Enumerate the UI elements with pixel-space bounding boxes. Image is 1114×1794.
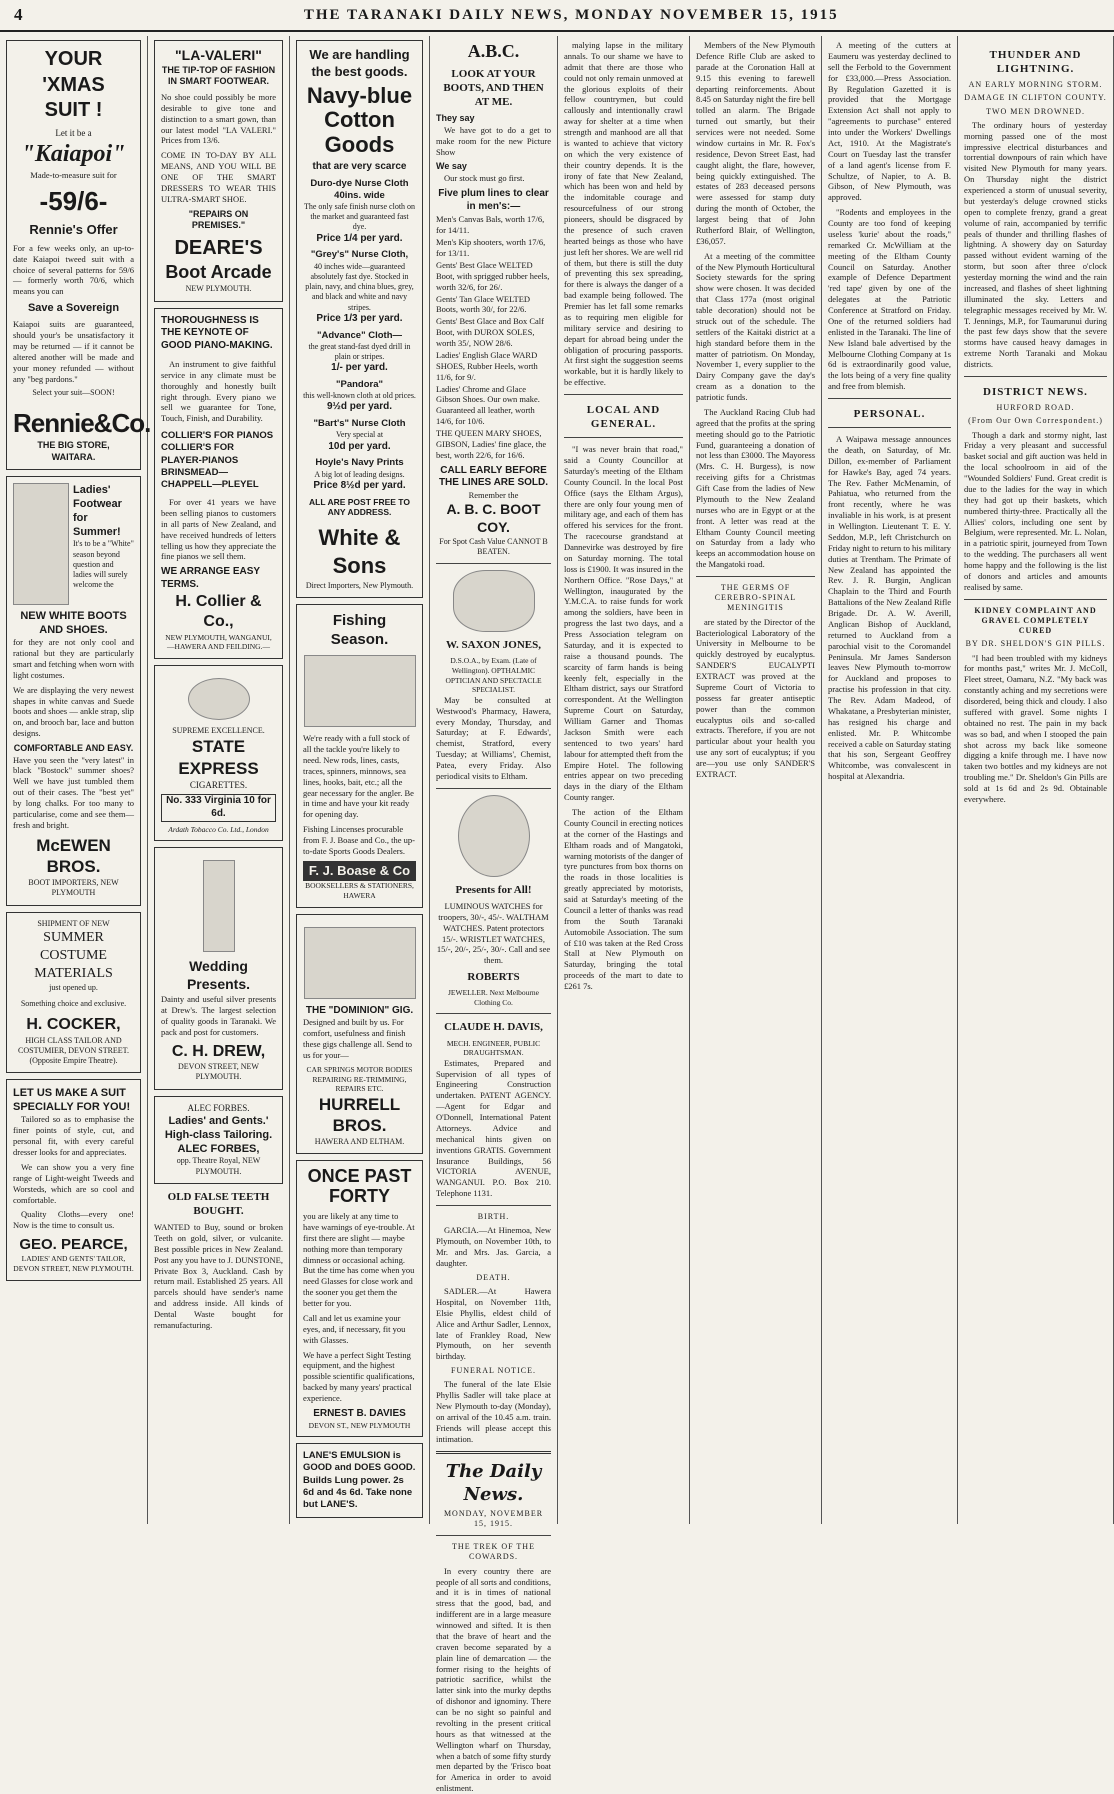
ad-subheading: CALL EARLY BEFORE THE LINES ARE SOLD.: [438, 464, 549, 489]
masthead: [0, 0, 1114, 32]
column-1: [0, 36, 151, 1524]
deare-logo: Boot Arcade: [165, 262, 272, 283]
article-subheading: DAMAGE IN CLIFTON COUNTY.: [964, 93, 1107, 103]
davis-ad: [436, 1020, 551, 1199]
ad-body: We're ready with a full stock of all the tackle you're likely to need. New rods, lines, casts, traces, spinners, minnows, sea lines, hooks, bait, etc.; all the gear necessary for the angler. Be in time and have your kit ready for opening day.: [303, 733, 414, 820]
ad-text: ALEC FORBES.: [187, 1102, 250, 1113]
notice-text: GARCIA.—At Hinemoa, New Plymouth, on November 10th, to Mr. and Mrs. Jas. Garcia, a daughter.: [436, 1225, 551, 1268]
product-name: "Grey's" Nurse Cloth,: [310, 249, 409, 261]
ad-text: D.S.O.A., by Exam. (Late of Wellington). OPTHALMIC OPTICIAN AND SPECTACLE SPECIALIST.: [445, 656, 542, 695]
ad-text: For Spot Cash Value CANNOT B BEATEN.: [439, 536, 548, 557]
column-2: [148, 36, 290, 1524]
abc-boot-ad: [436, 40, 551, 557]
editorial-title: The Daily News.: [445, 1460, 542, 1505]
ad-text: NEW PLYMOUTH, WANGANUI, —HAWERA AND FEILDING.—: [165, 632, 272, 652]
emblem-image: [188, 678, 250, 720]
ad-headline: YOUR: [44, 48, 103, 70]
list-item: Men's Kip shooters, worth 17/6, for 13/11.: [436, 237, 546, 259]
ad-subheading: Five plum lines to clear in men's:—: [438, 187, 549, 212]
list-item: Ladies' English Glace WARD SHOES, Rubber Heels, worth 11/6, for 9/.: [436, 349, 538, 382]
ad-subheading: BY DR. SHELDON'S GIN PILLS.: [965, 639, 1106, 649]
ad-subheading: NEW WHITE BOOTS AND SHOES.: [20, 610, 127, 637]
ad-headline: THE "DOMINION" GIG.: [305, 1004, 414, 1016]
column-6: [690, 36, 822, 1524]
ad-subheading: that are very scarce: [312, 160, 407, 172]
price: -59/6-: [39, 185, 108, 216]
ad-body: An instrument to give faithful service in any climate must be thoroughly and honestly built right through. Every piano we sell we guarantee for Tone, Touch, Finish, and Durability.: [161, 358, 276, 424]
ad-body: Kaiapoi suits are guaranteed, should your's be unsatisfactory it may be returned — if it cannot be altered another will be made and your money refunded — without any "beg pardons.": [13, 319, 134, 384]
ad-text: They say: [436, 113, 475, 124]
ad-text: JEWELLER. Next Melbourne Clothing Co.: [447, 988, 540, 1007]
ad-body: We have a perfect Sight Testing equipment, and the highest possible scientific qualifications, backed by many years' practical experience.: [303, 1349, 415, 1404]
ad-text: SHIPMENT OF NEW: [37, 918, 110, 928]
pearce-ad: [6, 1079, 141, 1280]
ad-headline: LET US MAKE A SUIT SPECIALLY FOR YOU!: [13, 1087, 131, 1114]
ad-subheading: Save a Sovereign: [27, 302, 120, 315]
abc-logo: A. B. C. BOOT COY.: [446, 501, 541, 536]
ad-text: THE BIG STORE,: [37, 439, 110, 450]
ad-headline: THOROUGHNESS IS THE KEYNOTE OF GOOD PIANO-MAKING.: [161, 314, 273, 352]
product-price: Price 1/4 per yard.: [316, 232, 403, 244]
ad-subheading: LOOK AT YOUR BOOTS, AND THEN AT ME.: [443, 68, 544, 109]
ad-body: We have got to do a get to make room for the new Picture Show: [436, 124, 551, 157]
ad-headline: Wedding Presents.: [186, 958, 251, 993]
davies-ad: [296, 1160, 423, 1437]
article-body: "Rodents and employees in the County are too fond of keeping useless 'kurie' about the roads," remarked Cr. McWilliam at the meeting of the Eltham County Council on Saturday. Another example of Defence Department 'red tape' given by one of the delegates at the Patriotic Conference at Stratford on Friday. One of the returned soldiers had enlisted in the Taranaki. The line of New Island bale advertised by the Melbourne Clothing Company at 1s 6d is extraordinarily good value, the lots being of a very fine quality and free from blemish.: [828, 207, 951, 392]
fisherman-illustration: [304, 655, 416, 727]
product-price: 1/- per yard.: [331, 362, 388, 374]
notice-text: The funeral of the late Elsie Phyllis Sadler will take place at New Plymouth to-day (Monday), on arrival of the 10.45 a.m. train. Friends will please accept this intimation.: [436, 1379, 551, 1444]
mcewen-logo: McEWEN BROS.: [36, 835, 111, 877]
product-price: Price 8½d per yard.: [313, 479, 406, 491]
roberts-logo: ROBERTS: [467, 971, 520, 984]
ad-headline: OLD FALSE TEETH BOUGHT.: [167, 1190, 270, 1217]
ad-body: Fishing Lincenses procurable from F. J. Boase and Co., the up-to-date Sports Goods Dealers.: [303, 824, 415, 856]
collier-logo: H. Collier & Co.,: [175, 592, 262, 631]
ad-headline: SUIT !: [44, 99, 103, 122]
article-body: Though a dark and stormy night, last Friday a very pleasant and successful basket social and gift auction was held in the local schoolroom in aid of the "Wounded Soldiers' Fund. Great credit is due to the ladies for the way in which they had got up their baskets, which numbered thirty-three. Practically all the Allies' colors, including one sent by Belgium, were represented. Mr. L. Nolan, in a patriotic spirit, journeyed from Town to the wedding. The purchasers all went home happy and the following is the list of donors and articles and amounts realised by same.: [964, 429, 1107, 592]
article-body: The action of the Eltham County Council in erecting notices at the corner of the Hastings and Eltham roads and of Mangatoki, warning motorists of the danger of tyre punctures from box thorns on the roads in those localities is greatly appreciated by motorists, said at Saturday's meeting of the Council a letter of thanks was read from the South Taranaki Automobile Association. The sum of £10 was taken at the Red Cross Stall at New Plymouth on Saturday, bringing the total proceeds of the mart to date to £261 7s.: [564, 807, 683, 992]
section-heading: LOCAL AND GENERAL.: [586, 404, 661, 431]
product-desc: this well-known cloth at old prices.: [303, 391, 416, 401]
section-heading: PERSONAL.: [853, 408, 926, 420]
ad-subheading: COLLIER'S FOR PIANOS: [161, 430, 274, 442]
ad-text: SUPREME EXCELLENCE.: [172, 725, 265, 735]
boase-ad: [296, 604, 423, 908]
ad-text: Remember the: [468, 490, 519, 501]
ad-headline: Fishing Season.: [330, 611, 389, 649]
ad-headline: Presents for All!: [455, 883, 532, 896]
ad-body: you are likely at any time to have warnings of eye-trouble. At first there are slight — maybe nothing more than temporary dimness or occasional aching. But the time has come when you need Glasses for close work and the sooner you get them the better for you.: [303, 1211, 415, 1309]
ad-headline: MATERIALS: [34, 965, 113, 981]
cocker-logo: H. COCKER,: [26, 1016, 121, 1034]
ad-subheading: COMFORTABLE AND EASY.: [13, 743, 134, 754]
ad-subheading: No. 333 Virginia 10 for 6d.: [161, 794, 276, 822]
ad-text: Direct Importers, New Plymouth.: [305, 580, 414, 590]
article-headline: THE TREK OF THE COWARDS.: [452, 1542, 535, 1562]
ad-headline: Ladies' Footwear for Summer!: [73, 484, 122, 539]
ad-subheading: THE TIP-TOP OF FASHION IN SMART FOOTWEAR.: [161, 64, 276, 87]
article-headline: THUNDER AND LIGHTNING.: [989, 49, 1082, 76]
roberts-ad: [436, 795, 551, 1008]
article-subheading: HURFORD ROAD.: [996, 403, 1075, 413]
ad-text: HAWERA AND ELTHAM.: [314, 1137, 405, 1147]
ad-body: For a few weeks only, an up-to-date Kaiapoi tweed suit with a choice of several patterns for 59/6 — formerly worth 70/6, which means you can: [13, 242, 134, 297]
ad-subheading: "REPAIRS ON PREMISES.": [188, 208, 249, 231]
ad-body: Tailored so as to emphasise the finer points of style, cut, and personal fit, with every careful dresser looks for and appreciates.: [13, 1114, 134, 1158]
article-body: "I was never brain that road," said a County Councillor at Saturday's meeting of the Eltham County Council. In the local Post Office (says the Eltham Argus), there are only four young men of military age, and each of them has offered his services for the front. The racecourse grandstand at Dannevirke was destroyed by fire on Saturday morning. The total loss is £1900. It was insured in the Northern Office. "Rose Days," at Wellington, inaugurated by the Y.M.C.A. to raise funds for work among the soldiers, have been in progress the last two days, and a Press Association telegram on Saturday, and it is expected to raise a thousand pounds. The scarcity of farm hands is being keenly felt, especially in the Eltham district, says our Stratford correspondent. At the Wellington Supreme Court on Saturday, William Garner and Thomas Jackson Smith were each sentenced to two years' hard labour for attempted theft from the Empire Hotel. The following entries appear on two preceding days in the diary of the Eltham County ranger.: [564, 444, 683, 803]
list-item: Gents' Best Glace and Box Calf Boot, with DUROX SOLES, worth 35/, NOW 28/6.: [436, 316, 544, 349]
ad-body: Dainty and useful silver presents at Drew's. The largest selection of quality goods in Taranaki. We pack and post for customers.: [161, 994, 276, 1037]
ad-body: for they are not only cool and rational but they are particularly smart and fetching when worn with light costumes.: [13, 637, 134, 680]
product-desc: The only safe finish nurse cloth on the market and guaranteed fast dye.: [303, 201, 416, 232]
ad-text: BOOT IMPORTERS, NEW PLYMOUTH: [28, 878, 119, 898]
ad-text: WAITARA.: [51, 451, 96, 462]
ad-headline: SUMMER: [43, 929, 104, 945]
section-heading: BIRTH.: [477, 1212, 510, 1222]
ad-headline: Navy-blue Cotton Goods: [306, 83, 413, 157]
article-body: Members of the New Plymouth Defence Rifle Club are asked to parade at the Coronation Hall at 9.15 this evening to farewell departing reinforcements. About 8.45 on Saturday night the fire bell tolled an alarm. The Brigade turned out smartly, but their services were not needed. Some window curtains in Mr. R. Fox's residence, Devon Street East, had caught alight, the flare, however, being quickly extinguished. The estates of 283 deceased persons were assessed for stamp duty during the month of October, the largest being that of John Rutherford Blair, of Wellington, £36,057.: [696, 40, 815, 246]
ad-text: Select your suit—SOON!: [32, 388, 115, 398]
sale-items-list: [436, 214, 551, 460]
article-body: The Auckland Racing Club had agreed that the profits at the spring meeting should go to the Patriotic Fund, guaranteeing a donation of not less than £3000. The Mayoress (Mrs. C. H. Burgess), is now receiving gifts for a Christmas Gift Case from the ladies of New Plymouth to the New Zealand nurses who are in Egypt or at the front. A letter was read at the Eltham County Council meeting on Saturday from a lady who keeps an accommodation house on the Mangatoki road.: [696, 406, 815, 570]
article-body: The ordinary hours of yesterday morning passed one of the most impressive electrical disturbances and torrential downpours of rain which have visited New Plymouth for many years. On Thursday night the district experienced a storm of unusual severity, but yesterday's deluge crowned sticks open to complete frenzy, grand a great volume of rain, accompanied by terrific peals of thunder and thrilling flashes of lightning. A showery day on Saturday passed without evident warning of the storm, but soon after three o'clock yesterday morning the wind and the rain increased, and flashes of sheet lightning illuminated the sky. Letters and telegraphic messages received by Mr. W. T. Jennings, M.P., for Taumarunui during the past few days show that the severe storms have caused heavy damages in extreme North Taranaki and Mokau districts.: [964, 119, 1107, 370]
ad-headline: CLAUDE H. DAVIS,: [444, 1021, 543, 1034]
ad-text: NEW PLYMOUTH.: [185, 284, 252, 294]
boot-illustration: [13, 483, 69, 605]
ad-headline: KIDNEY COMPLAINT AND GRAVEL COMPLETELY CURED: [974, 605, 1097, 636]
ad-headline: ONCE PAST FORTY: [307, 1166, 412, 1207]
product-name: "Bart's" Nurse Cloth: [313, 418, 406, 430]
section-heading: DISTRICT NEWS.: [983, 385, 1088, 398]
column-5: [558, 36, 690, 1524]
ad-body: May be consulted at Westwood's Pharmacy, Hawera, every Monday, Thursday, and Saturday; at F. Edwards', chemist, Stratford, every Tuesday; at Williams', Chemist, Patea, every Friday. Also periodical visits to Eltham.: [436, 694, 551, 781]
ad-body: For over 41 years we have been selling pianos to customers in all parts of New Zealand, and have received hundreds of letters telling us how they appreciate the fine pianos we sell them.: [161, 497, 276, 562]
product-price: 9½d per yard.: [326, 401, 393, 413]
ad-text: REPAIRING RE-TRIMMING, REPAIRS ETC.: [312, 1074, 407, 1094]
ad-headline: 'XMAS: [42, 73, 105, 96]
ad-headline: THE GERMS OF CEREBRO-SPINAL MENINGITIS: [714, 583, 797, 613]
ad-body: No shoe could possibly be more desirable to give tone and distinction to a smart gown, than our latest model "LA VALERI." Prices from 13/6.: [161, 91, 276, 146]
column-4: [430, 36, 558, 1794]
ad-body: Our stock must go first.: [444, 172, 525, 183]
watch-illustration: [458, 795, 530, 877]
forbes-logo: ALEC FORBES,: [177, 1143, 260, 1156]
page-number: 4: [14, 5, 25, 24]
article-byline: (From Our Own Correspondent.): [968, 416, 1103, 426]
lanes-ad: [296, 1443, 423, 1518]
ad-body: LUMINOUS WATCHES for troopers, 30/-, 45/-. WALTHAM WATCHES. Patent protectors 15/-. WRISTLET WATCHES, 15/-, 20/-, 25/-, 30/-. Call and see them.: [436, 900, 551, 966]
drew-ad: [154, 847, 283, 1089]
article-body: A meeting of the cutters at Eaumeru was yesterday declined to sell the Ferbold to the Government for £33,000.—Press Association. By Regulation Gazetted it is provided that the Mortgage Extension Act shall not apply to "agreements to purchase" entered into under the Workers' Dwellings Act, 1910. At the Magistrate's Court on Tuesday last the transfer of a land agent's license from F. Schultze, of Napier, to A. B. Gibson, of New Plymouth, was approved.: [828, 40, 951, 203]
list-item: Ladies' Chrome and Glace Gibson Shoes. Our own make. Guaranteed all leather, worth 14/6, for 10/6.: [436, 383, 540, 427]
newspaper-title: THE TARANAKI DAILY NEWS, MONDAY NOVEMBER 15, 1915: [303, 6, 839, 23]
drew-logo: C. H. DREW,: [171, 1042, 266, 1060]
forbes-ad: [154, 1096, 283, 1184]
product-name: "Advance" Cloth—: [316, 329, 403, 341]
deare-ad: [154, 40, 283, 302]
ad-subheading: BRINSMEAD—CHAPPELL—PLEYEL: [161, 466, 259, 490]
ad-body: LANE'S EMULSION is GOOD and DOES GOOD. Builds Lung power. 2s 6d and 4s 6d. Take none but LANE'S.: [303, 1450, 416, 1510]
notice-text: SADLER.—At Hawera Hospital, on November 11th, Elsie Phyllis, eldest child of Alice and Arthur Sadler, Lennox, late of Frankley Road, New Plymouth, on her seventh birthday.: [436, 1286, 551, 1362]
ad-body: COME IN TO-DAY BY ALL MEANS, AND YOU WILL BE ONE OF THE SMART DRESSERS TO WEAR THIS ULTRA-SMART SHOE.: [161, 150, 276, 204]
product-name: Duro-dye Nurse Cloth 40ins. wide: [310, 177, 409, 201]
ad-text: opp. Theatre Royal, NEW PLYMOUTH.: [176, 1156, 261, 1176]
article-body: At a meeting of the committee of the New Plymouth Horticultural Society stewards for the spring show were chosen. It was decided that Class 177a (most original table decoration) should not be struck out of the schedule. The settlers of the Kaitaki district at a high standard before them in the matter of patriotism. On Monday, November 1, every supplier to the Dairy Company gave the day's cream as a donation to the patriotic funds.: [696, 250, 815, 402]
ad-headline: COSTUME: [40, 947, 107, 963]
product-desc: A big lot of leading designs.: [314, 469, 405, 479]
kaiapoi-ad: [6, 40, 151, 470]
pearce-logo: GEO. PEARCE,: [19, 1236, 128, 1254]
list-item: Gents' Best Glace WELTED Boot, with sprigged rubber heels, worth 32/6, for 26/.: [436, 259, 550, 292]
collier-piano-ad: [154, 308, 283, 659]
hurrell-logo: HURRELL BROS.: [318, 1094, 401, 1136]
ad-headline: "LA-VALERI": [175, 47, 262, 63]
ad-text: just opened up.: [49, 982, 98, 992]
ad-subheading: COLLIER'S FOR PLAYER-PIANOS: [161, 442, 239, 466]
list-item: Men's Canvas Bals, worth 17/6, for 14/11.: [436, 214, 545, 236]
ad-text: MECH. ENGINEER, PUBLIC DRAUGHTSMAN.: [446, 1038, 541, 1058]
cocker-ad: [6, 912, 141, 1074]
ad-subheading: WE ARRANGE EASY TERMS.: [161, 566, 260, 591]
section-heading: DEATH.: [476, 1272, 511, 1282]
ad-text: CAR SPRINGS MOTOR BODIES: [306, 1064, 413, 1074]
gig-illustration: [304, 927, 416, 999]
ad-text: CIGARETTES.: [189, 779, 248, 790]
state-express-logo: STATE EXPRESS: [178, 737, 259, 778]
eye-illustration: [453, 570, 535, 632]
article-subheading: TWO MEN DROWNED.: [986, 106, 1085, 116]
product-desc: 40 inches wide—guaranteed absolutely fast dye. Stocked in plain, navy, and china blues, grey, and black and white and navy stripes.: [305, 261, 414, 312]
ad-text: Something choice and exclusive.: [20, 998, 127, 1008]
ad-text: LADIES' AND GENTS' TAILOR, DEVON STREET, NEW PLYMOUTH.: [13, 1254, 134, 1273]
ad-text: DEVON ST., NEW PLYMOUTH: [308, 1420, 411, 1430]
ad-body: Have you seen the "very latest" in black "Bostock" summer shoes? Well we have just tumbled them out of their cases. The "best yet" by long chalks. For too many to particularise, come and see them—fresh and bright.: [13, 754, 134, 830]
deare-logo: DEARE'S: [174, 236, 263, 259]
ad-text: BOOKSELLERS & STATIONERS, HAWERA: [305, 881, 414, 901]
ad-subheading: Rennie's Offer: [29, 222, 118, 238]
article-subheading: AN EARLY MORNING STORM.: [968, 80, 1103, 90]
product-price: 10d per yard.: [328, 440, 391, 452]
boase-logo: F. J. Boase & Co: [303, 861, 416, 882]
ad-headline: A.B.C.: [467, 41, 520, 61]
section-heading: FUNERAL NOTICE.: [451, 1366, 536, 1376]
ad-text: HIGH CLASS TAILOR AND COSTUMIER, DEVON STREET. (Opposite Empire Theatre).: [18, 1035, 129, 1066]
ad-text: Ardath Tobacco Co. Ltd., London: [168, 824, 269, 834]
ad-headline: W. SAXON JONES,: [446, 639, 541, 652]
ad-body: Designed and built by us. For comfort, usefulness and finish these gigs challenge all. Send to us for your—: [303, 1017, 413, 1061]
list-item: Gents' Tan Glace WELTED Boots, worth 30/, for 22/6.: [436, 293, 531, 315]
list-item: THE QUEEN MARY SHOES, GIBSON, Ladies' fine glace, the best, worth 22/6, for 16/6.: [436, 428, 547, 460]
ad-headline: Ladies' and Gents.' High-class Tailoring.: [164, 1115, 273, 1142]
ad-body: WANTED to Buy, sound or broken Teeth on gold, silver, or vulcanite. Best possible prices in New Zealand. Post any you have to J. DUNSTONE, Private Box 3, Auckland. Cash by return mail. Established 25 years. All parcels should have sender's name and address inside. All kinds of Dental Waste bought for remanufacturing.: [154, 1222, 283, 1330]
kaiapoi-brand: "Kaiapoi": [21, 141, 126, 168]
product-desc: the great stand-fast dyed drill in plain or stripes.: [308, 341, 411, 361]
vase-illustration: [203, 860, 235, 952]
ad-body: Estimates, Prepared and Supervision of all types of Engineering Construction undertaken. PATENT AGENCY.—Agent for Edgar and O'Donnell, International Patent Attorneys. Advice and mechanical hints given on inventions GRATIS. Government Insurance Buildings, 56 VICTORIA AVENUE, WANGANUI. P.O. Box 210. Telephone 1131.: [436, 1057, 551, 1199]
article-body: malying lapse in the military annals. To our shame we have to admit that there are those who could not only remain unmoved at the glorious exploits of their fellow countrymen, but could callously and intentionally crawl away for shelter at a time when strength and manhood are all that is wanted to achieve that victory on which the very existence of their country depends. It is the irony of fate that New Zealand, which has been won and held by the indomitable courage and resourcefulness of our strong pioneers, should be disgraced by the presence of such craven hearted beings as those who have just left her shores. We are well rid of them, but there is still the duty of preventing this sex spreading, for there is always the danger of a bad example being followed. The Premier has let fall some remarks as to requiring men eligible for military service and desiring to depart for abroad being under the obligation of procuring passports. At first sight the suggestion seems workable, but it is hardly likely to be effective.: [564, 40, 683, 388]
white-sons-logo: White & Sons: [318, 525, 401, 579]
product-name: Hoyle's Navy Prints: [315, 457, 404, 469]
column-8: [958, 36, 1114, 1524]
teeth-ad: [154, 1190, 283, 1331]
mcewen-ad: [6, 476, 141, 906]
ad-text: DEVON STREET, NEW PLYMOUTH.: [178, 1062, 259, 1082]
product-price: Price 1/3 per yard.: [316, 312, 403, 324]
ad-body: "I had been troubled with my kidneys for months past," writes Mr. J. McColl, Fleet street, Oamaru, N.Z. "My back was constantly aching and my secretions were disordered, being thick and cloudy. I also suffered with gravel. Some nights I obtained no rest. The pain in my back was so bad, and when I stooped the pain shot across my back like someone digging a knife through me. I have now taken two bottles and my kidneys are not troubling me." Dr. Sheldon's Gin Pills are sold at 1s 6d and 2s 9d. Obtainable everywhere.: [964, 652, 1107, 804]
ad-text: Made-to-measure suit for: [30, 170, 117, 181]
ad-body: We can show you a very fine range of Light-weight Tweeds and Worsteds, which are so cool and comfortable.: [13, 1161, 134, 1205]
article-body: In every country there are people of all sorts and conditions, and it is in times of national stress that the good, bad, and indifferent are in a large measure winnowed and sifted. It is then that the brave of heart and the craven become separated by a plain line of demarcation — the former rising to the heights of patriotic sacrifice, whilst the latter sink into the murky depths of dishonor and ignominy. There can be no sight so painful and revolting in the present critical hours as that witnessed at the Wellington wharf on Thursday, when a batch of some fifty sturdy men departed by the 'Frisco boat for America in order to avoid enlistment.: [436, 1565, 551, 1794]
ad-body: Call and let us examine your eyes, and, if necessary, fit you with Glasses.: [303, 1312, 406, 1345]
column-3: [290, 36, 430, 1524]
product-name: "Pandora": [335, 378, 384, 390]
hurrell-ad: [296, 914, 423, 1155]
ad-body: We are displaying the very newest shapes in white canvas and Suede boots and shoes — ankle strap, slip on, and brooch bar, lace and button designs.: [13, 684, 134, 739]
ad-body: Quality Cloths—every one! Now is the time to consult us.: [13, 1209, 134, 1231]
ad-text: ALL ARE POST FREE TO ANY ADDRESS.: [309, 496, 410, 518]
product-desc: Very special at: [335, 430, 384, 440]
state-express-ad: [154, 665, 283, 841]
jones-ad: [436, 570, 551, 781]
ad-text: Let it be a: [55, 127, 92, 138]
editorial-date: MONDAY, NOVEMBER 15, 1915.: [443, 1508, 544, 1528]
rennie-logo: Rennie&Co.: [13, 407, 151, 438]
white-sons-ad: [296, 40, 423, 598]
article-body: A Waipawa message announces the death, on Saturday, of Mr. Dillon, ex-member of Parliament for Hawke's Bay, aged 74 years. The Rev. Father McMenamin, of Pahiatua, who returned from the front recently, where he was invaliable in his work, is at present in Wellington. Lieutenant T. E. Y. Seddon, M.P., left Christchurch on Friday night to return to his military duties at Trentham. The Primate of New Zealand has appointed the Rev. J. R. Burgin, Anglican Chaplain to the Third and Fourth Battalions of the New Zealand Rifle Brigade. Dr. A. W. Averill, Anglican Bishop of Auckland, returned to Auckland from a parochial visit to the Coromandel Peninsula. Mr James Sanderson leaves New Plymouth to-morrow for Auckland and proposes to practise his profession in that city. The Rev. Adam Madeod, of Whakatane, a Presbyterian minister, has resigned his charge and enlisted. Mr. P. Whitcombe received a cable on Saturday stating that his son, Sergeant Geoffrey Whitcombe, was convalescent in hospital at Alexandria.: [828, 434, 951, 782]
ad-text: We say: [436, 161, 467, 172]
ad-headline: We are handling the best goods.: [309, 47, 410, 79]
column-7: [822, 36, 958, 1524]
ad-body: are stated by the Director of the Bacteriological Laboratory of the University in Melbourne to be quickly destroyed by eucalyptus. SANDER'S EUCALYPTI EXTRACT was proved at the Supreme Court of Victoria to possess far greater antiseptic power than the common eucalyptus oils and so-called extracts. Therefore, if you are not particular about your health you use any sort of eucalyptus; if you are—you use only SANDER'S EXTRACT.: [696, 616, 815, 779]
ad-text: It's to be a "White" season beyond question and ladies will surely welcome the: [73, 539, 134, 590]
davies-logo: ERNEST B. DAVIES: [313, 1407, 406, 1419]
